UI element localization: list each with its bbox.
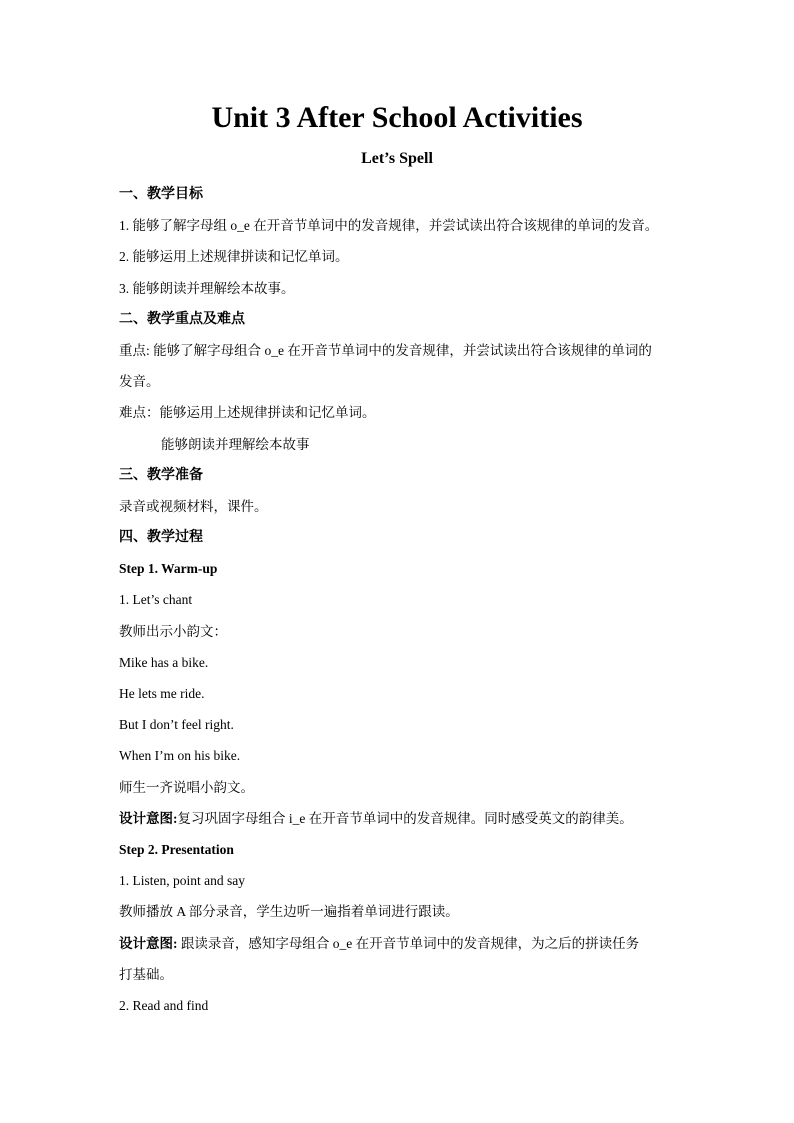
key-point-line-2: 发音。 [119,374,160,390]
step1-intro: 教师出示小韵文： [119,623,227,639]
chant-line-4: When I’m on his bike. [119,748,241,764]
objective-2: 2. 能够运用上述规律拼读和记忆单词。 [119,249,349,265]
objectives-heading: 一、教学目标 [119,187,203,202]
design-text-2-line-1: 跟读录音，感知字母组合 o_e 在开音节单词中的发音规律，为之后的拼读任务 [177,935,640,951]
design-intent-1 [119,808,684,839]
step1-heading: Step 1. Warm-up [119,561,218,577]
design-intent-2 [119,933,684,964]
step2-heading: Step 2. Presentation [119,841,234,857]
step1-item: 1. Let’s chant [119,592,193,608]
chant-line-1: Mike has a bike. [119,654,209,670]
difficulty-line-1: 难点：能够运用上述规律拼读和记忆单词。 [119,405,376,421]
chant-line-3: But I don’t feel right. [119,717,234,733]
step1-action: 师生一齐说唱小韵文。 [119,779,254,795]
difficulty-line-2: 能够朗读并理解绘本故事 [161,436,310,452]
objective-1: 1. 能够了解字母组 o_e 在开音节单词中的发音规律，并尝试读出符合该规律的单词的发音。 [119,218,659,234]
step2-item-1: 1. Listen, point and say [119,873,245,889]
key-points-heading: 二、教学重点及难点 [119,311,245,327]
chant-line-2: He lets me ride. [119,686,205,701]
key-point-line-1: 重点: 能够了解字母组合 o_e 在开音节单词中的发音规律，并尝试读出符合该规律的单词的 [119,342,652,358]
design-text-1: 复习巩固字母组合 i_e 在开音节单词中的发音规律。同时感受英文的韵律美。 [177,810,633,826]
preparation-text: 录音或视频材料，课件。 [119,498,268,514]
document-title: Unit 3 After School Activities [211,101,583,134]
process-heading: 四、教学过程 [119,530,203,546]
design-text-2-line-2: 打基础。 [119,966,173,982]
design-label-1: 设计意图: [119,810,178,826]
step2-action: 教师播放 A 部分录音，学生边听一遍指着单词进行跟读。 [119,904,459,920]
preparation-heading: 三、教学准备 [119,467,203,483]
document-subtitle: Let’s Spell [361,150,433,167]
design-label-2: 设计意图: [119,935,178,951]
document-body [119,184,684,1026]
objective-3: 3. 能够朗读并理解绘本故事。 [119,280,295,296]
step2-item-2: 2. Read and find [119,997,209,1013]
